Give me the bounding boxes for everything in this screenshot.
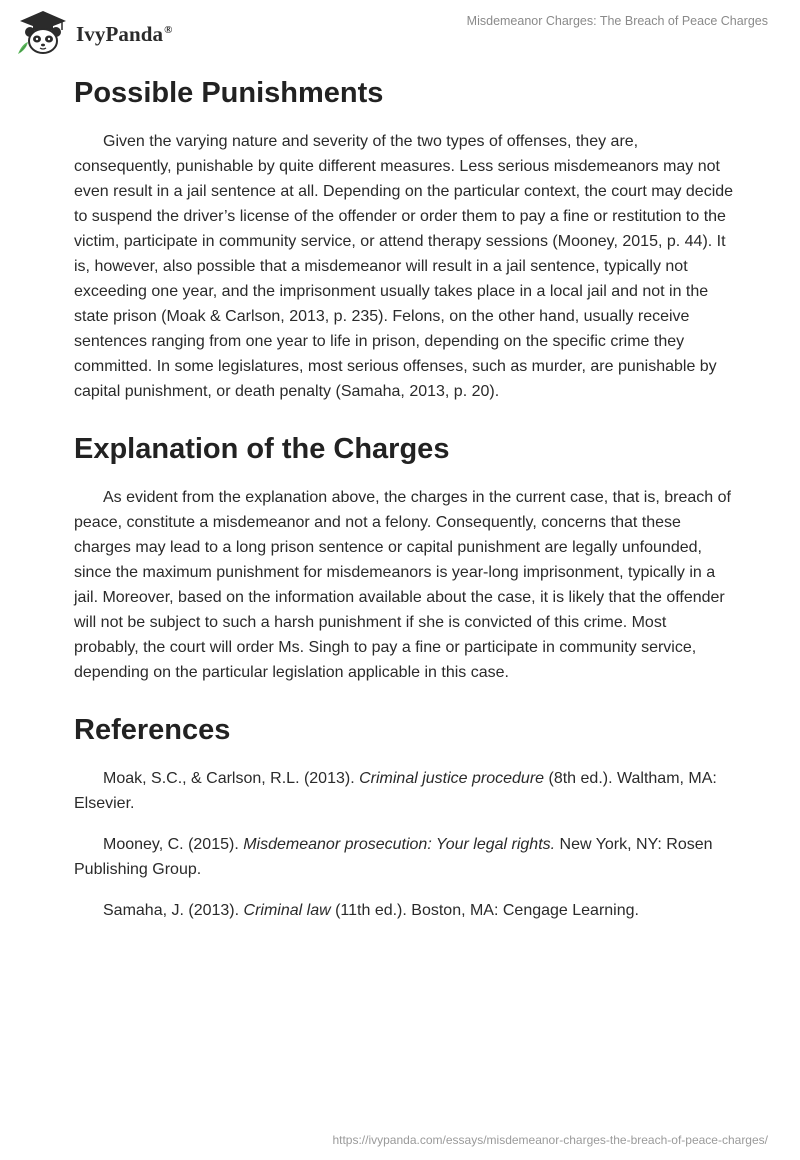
panda-graduate-icon [14,8,72,58]
document-title: Misdemeanor Charges: The Breach of Peace Charges [466,14,768,28]
essay-content [74,72,734,939]
page-header [0,0,800,64]
references-heading: References [74,714,231,746]
references-list [74,766,734,923]
reference-item: Mooney, C. (2015). Misdemeanor prosecution: Your legal rights. New York, NY: Rosen Publishing Group. [74,836,713,878]
section-paragraph: As evident from the explanation above, the charges in the current case, that is, breach of peace, constitute a misdemeanor and not a felony. Consequently, concerns that these charges may lead to a long prison sentence or capital punishment are legally unfounded, since the maximum punishment for misdemeanors is year-long imprisonment, typically in a jail. Moreover, based on the information available about the case, it is likely that the offender will not be subject to such a harsh punishment if she is convicted of this crime. Most probably, the court will order Ms. Singh to pay a fine or participate in community service, depending on the particular legislation applicable in this case. [74,489,731,681]
logo-wordmark: IvyPanda® [76,21,173,46]
section-heading: Possible Punishments [74,77,384,109]
reference-item: Samaha, J. (2013). Criminal law (11th ed.). Boston, MA: Cengage Learning. [103,902,639,919]
reference-item: Moak, S.C., & Carlson, R.L. (2013). Criminal justice procedure (8th ed.). Waltham, MA: Elsevier. [74,770,717,812]
section-heading: Explanation of the Charges [74,433,450,465]
section-paragraph: Given the varying nature and severity of the two types of offenses, they are, consequently, punishable by quite different measures. Less serious misdemeanors may not even result in a jail sentence at all. Depending on the particular context, the court may decide to suspend the driver’s license of the offender or order them to pay a fine or restitution to the victim, participate in community service, or attend therapy sessions (Mooney, 2015, p. 44). It is, however, also possible that a misdemeanor will result in a jail sentence, typically not exceeding one year, and the imprisonment usually takes place in a local jail and not in the state prison (Moak & Carlson, 2013, p. 235). Felons, on the other hand, usually receive sentences ranging from one year to life in prison, depending on the specific crime they committed. In some legislatures, most serious offenses, such as murder, are punishable by capital punishment, or death penalty (Samaha, 2013, p. 20). [74,133,734,400]
ivypanda-logo[interactable] [14,8,173,58]
source-url[interactable]: https://ivypanda.com/essays/misdemeanor-charges-the-breach-of-peace-charges/ [332,1133,768,1147]
